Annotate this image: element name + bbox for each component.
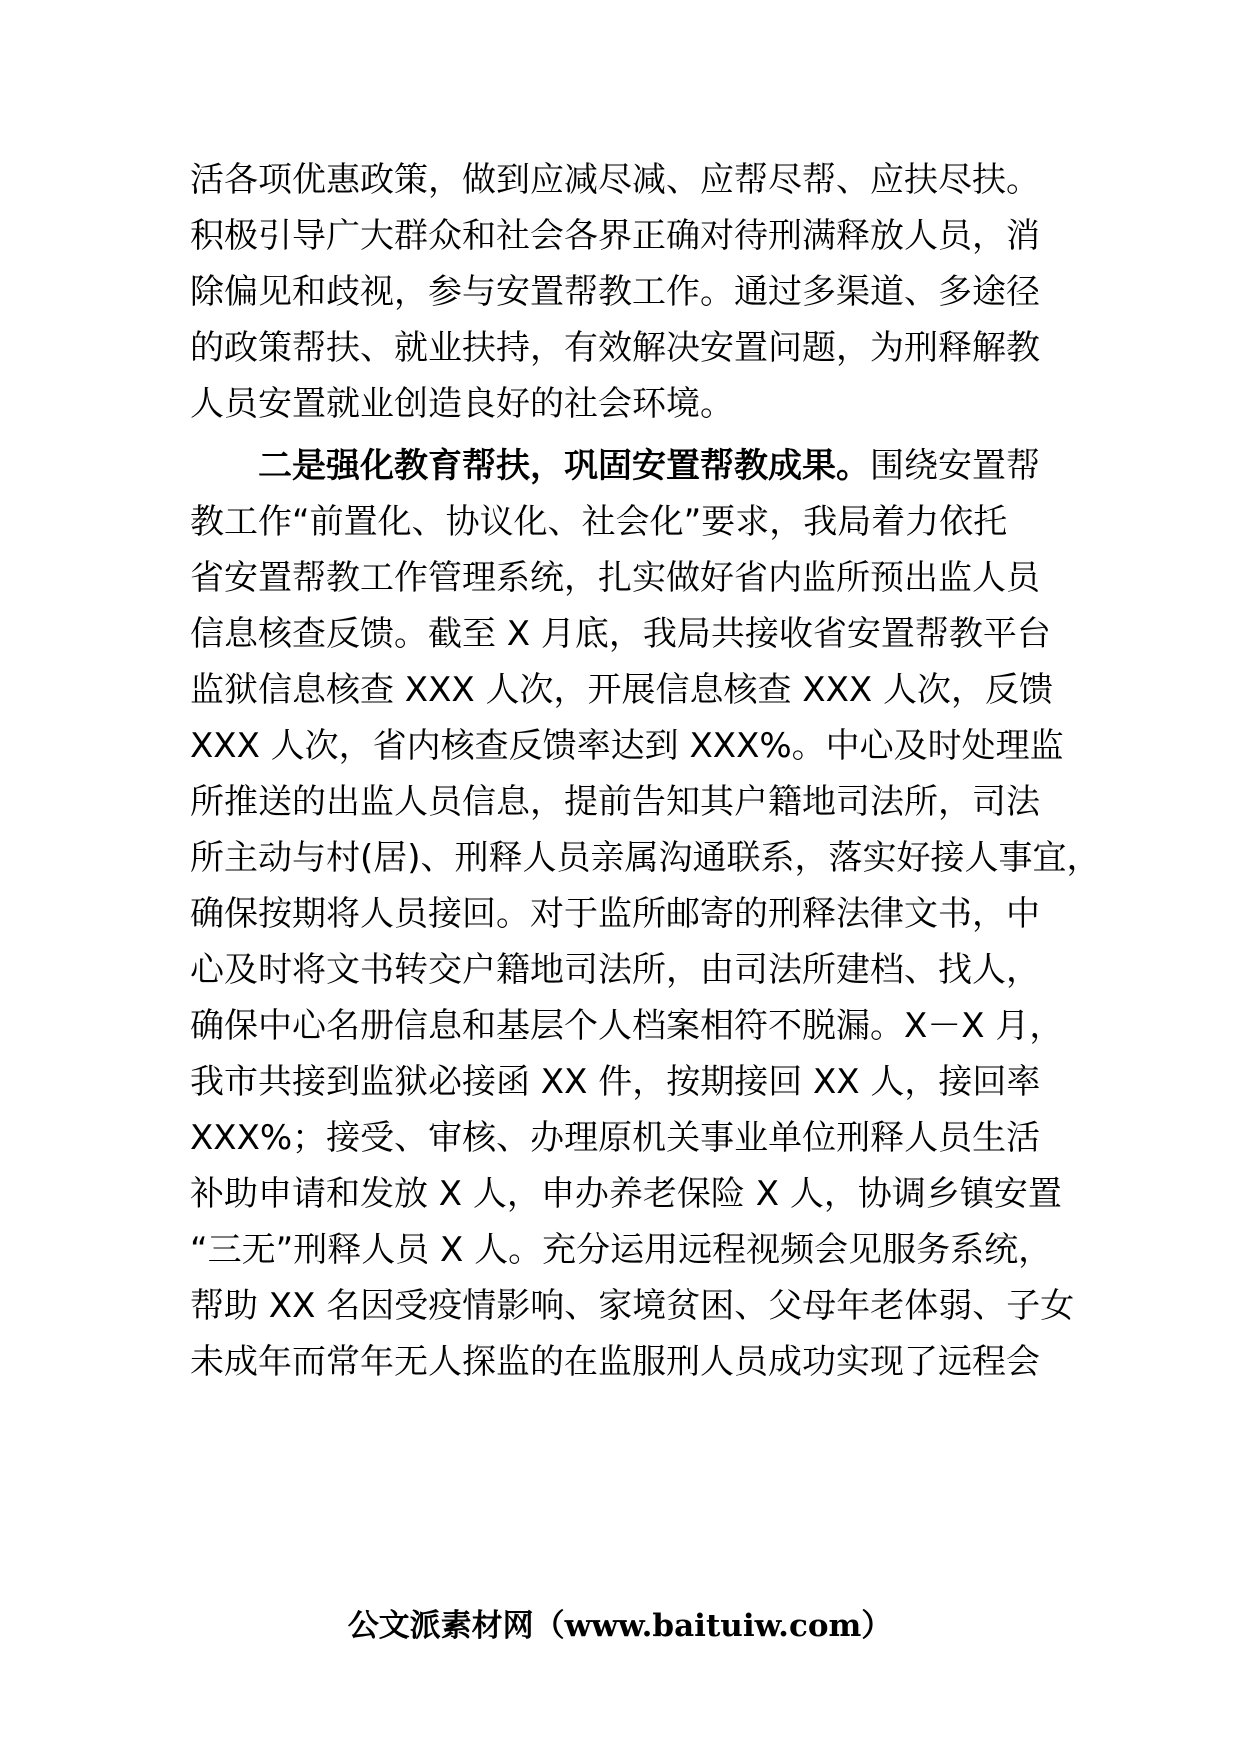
paragraph-2-line-10: 心及时将文书转交户籍地司法所，由司法所建档、找人， — [190, 950, 1040, 990]
paragraph-1-line-4: 的政策帮扶、就业扶持，有效解决安置问题，为刑释解教 — [190, 328, 1040, 368]
paragraph-2-line-17: 未成年而常年无人探监的在监服刑人员成功实现了远程会 — [190, 1342, 1040, 1382]
paragraph-2-first-line — [258, 446, 1040, 486]
paragraph-2-heading: 二是强化教育帮扶，巩固安置帮教成果。 — [258, 446, 870, 486]
paragraph-2-line-16: 帮助 XX 名因受疫情影响、家境贫困、父母年老体弱、子女 — [190, 1286, 1075, 1326]
paragraph-2-line-15: “三无”刑释人员 X 人。充分运用远程视频会见服务系统， — [190, 1230, 1053, 1270]
paragraph-2-line-7: 所推送的出监人员信息，提前告知其户籍地司法所，司法 — [190, 782, 1040, 822]
paragraph-2-line-5: 监狱信息核查 XXX 人次，开展信息核查 XXX 人次，反馈 — [190, 670, 1053, 710]
paragraph-1-line-2: 积极引导广大群众和社会各界正确对待刑满释放人员，消 — [190, 216, 1040, 256]
paragraph-2-line-6: XXX 人次，省内核查反馈率达到 XXX%。中心及时处理监 — [190, 726, 1064, 766]
paragraph-1-line-3: 除偏见和歧视，参与安置帮教工作。通过多渠道、多途径 — [190, 272, 1040, 312]
paragraph-2-line-12: 我市共接到监狱必接函 XX 件，按期接回 XX 人，接回率 — [190, 1062, 1041, 1102]
paragraph-2-first-line-rest: 围绕安置帮 — [870, 446, 1040, 486]
paragraph-2-line-4: 信息核查反馈。截至 X 月底，我局共接收省安置帮教平台 — [190, 614, 1051, 654]
footer-watermark-text: 公文派素材网（www.baituiw.com） — [347, 1608, 893, 1644]
paragraph-2-line-3: 省安置帮教工作管理系统，扎实做好省内监所预出监人员 — [190, 558, 1040, 598]
paragraph-2-line-14: 补助申请和发放 X 人，申办养老保险 X 人，协调乡镇安置 — [190, 1174, 1062, 1214]
paragraph-2-line-9: 确保按期将人员接回。对于监所邮寄的刑释法律文书，中 — [190, 894, 1040, 934]
paragraph-2-line-13: XXX%；接受、审核、办理原机关事业单位刑释人员生活 — [190, 1118, 1041, 1158]
paragraph-2-line-11: 确保中心名册信息和基层个人档案相符不脱漏。X－X 月， — [190, 1006, 1064, 1046]
paragraph-1-line-5: 人员安置就业创造良好的社会环境。 — [190, 384, 734, 424]
paragraph-2-line-2: 教工作“前置化、协议化、社会化”要求，我局着力依托 — [190, 502, 1008, 542]
paragraph-1-line-1: 活各项优惠政策，做到应减尽减、应帮尽帮、应扶尽扶。 — [190, 160, 1040, 200]
paragraph-2-line-8: 所主动与村(居)、刑释人员亲属沟通联系，落实好接人事宜， — [190, 838, 1101, 878]
